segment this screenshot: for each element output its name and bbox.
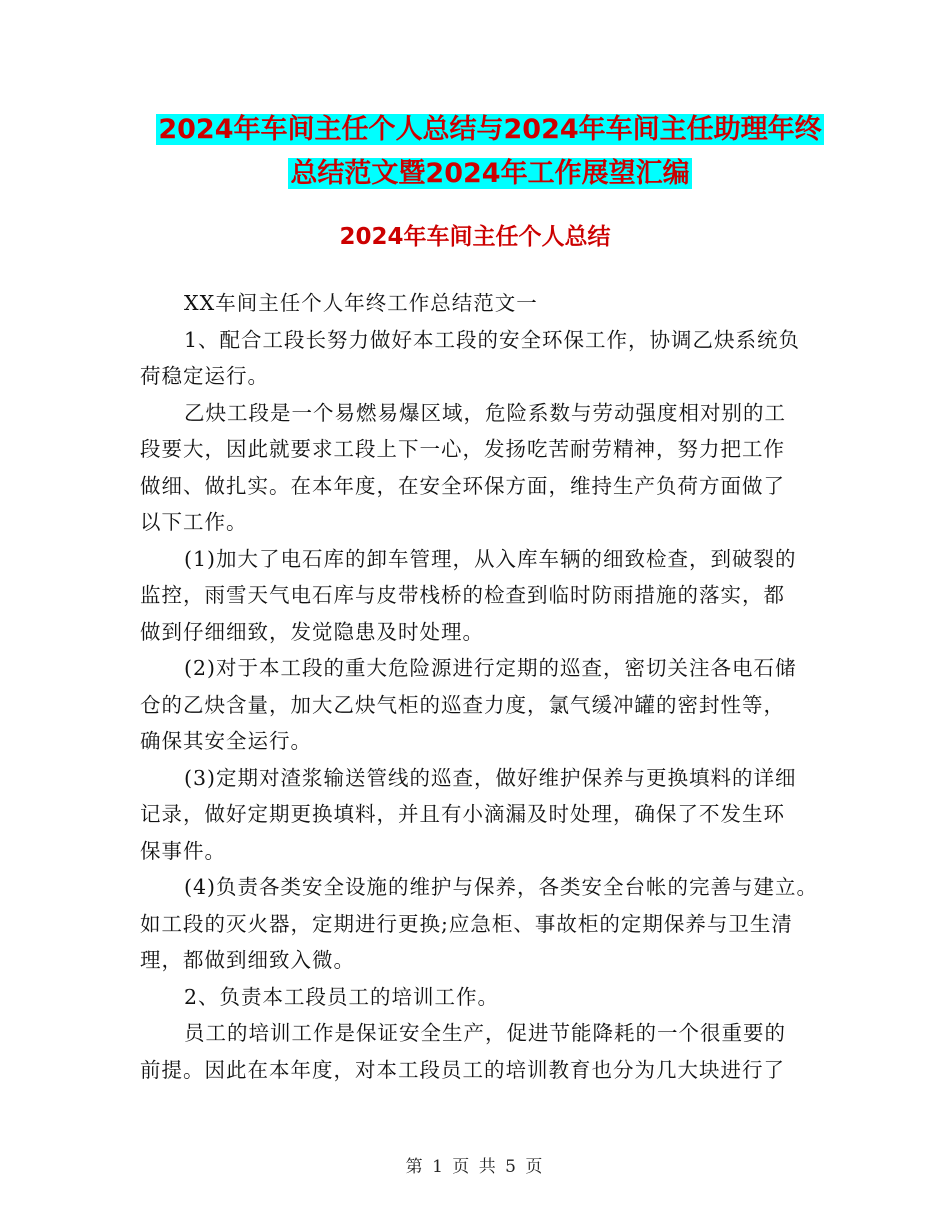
section-title: 2024年车间主任个人总结 [339,224,611,250]
title-highlight: 总结范文暨2024年工作展望汇编 [290,158,690,189]
body-line: 以下工作。 [140,510,248,534]
body-line: (4)负责各类安全设施的维护与保养，各类安全台帐的完善与建立。 [184,875,819,899]
body-line: 记录，做好定期更换填料，并且有小滴漏及时处理，确保了不发生环 [140,802,785,826]
page-footer: 第 1 页 共 5 页 [405,1157,545,1177]
body-line: 乙炔工段是一个易燃易爆区域，危险系数与劳动强度相对别的工 [184,400,786,425]
body-line: 段要大，因此就要求工段上下一心，发扬吃苦耐劳精神，努力把工作 [140,437,785,461]
body-line: 员工的培训工作是保证安全生产，促进节能降耗的一个很重要的 [184,1021,786,1045]
body-line: 荷稳定运行。 [140,364,269,388]
document-title-line-1 [140,110,840,150]
title-highlight: 2024年车间主任个人总结与2024年车间主任助理年终 [158,114,822,145]
body-line: 做到仔细细致，发觉隐患及时处理。 [140,619,484,644]
body-line: 理，都做到细致入微。 [140,948,355,972]
body-line: XX车间主任个人年终工作总结范文一 [184,291,538,315]
body-line: 1、配合工段长努力做好本工段的安全环保工作，协调乙炔系统负 [184,327,801,352]
body-line: (1)加大了电石库的卸车管理，从入库车辆的细致检查，到破裂的 [184,546,797,571]
body-line: 确保其安全运行。 [140,729,312,753]
body-line: 如工段的灭火器，定期进行更换;应急柜、事故柜的定期保养与卫生清 [140,911,793,936]
body-line: 监控，雨雪天气电石库与皮带栈桥的检查到临时防雨措施的落实，都 [140,583,785,607]
document-title-line-2 [140,154,840,194]
body-line: 前提。因此在本年度，对本工段员工的培训教育也分为几大块进行了 [140,1057,785,1082]
body-line: (2)对于本工段的重大危险源进行定期的巡查，密切关注各电石储 [184,656,797,680]
body-line: (3)定期对渣浆输送管线的巡查，做好维护保养与更换填料的详细 [184,765,797,790]
body-line: 保事件。 [140,838,226,863]
document-body [140,285,830,1088]
body-line: 2、负责本工段员工的培训工作。 [184,984,500,1009]
body-line: 仓的乙炔含量，加大乙炔气柜的巡查力度，氯气缓冲罐的密封性等， [140,692,785,717]
body-line: 做细、做扎实。在本年度，在安全环保方面，维持生产负荷方面做了 [140,473,785,498]
